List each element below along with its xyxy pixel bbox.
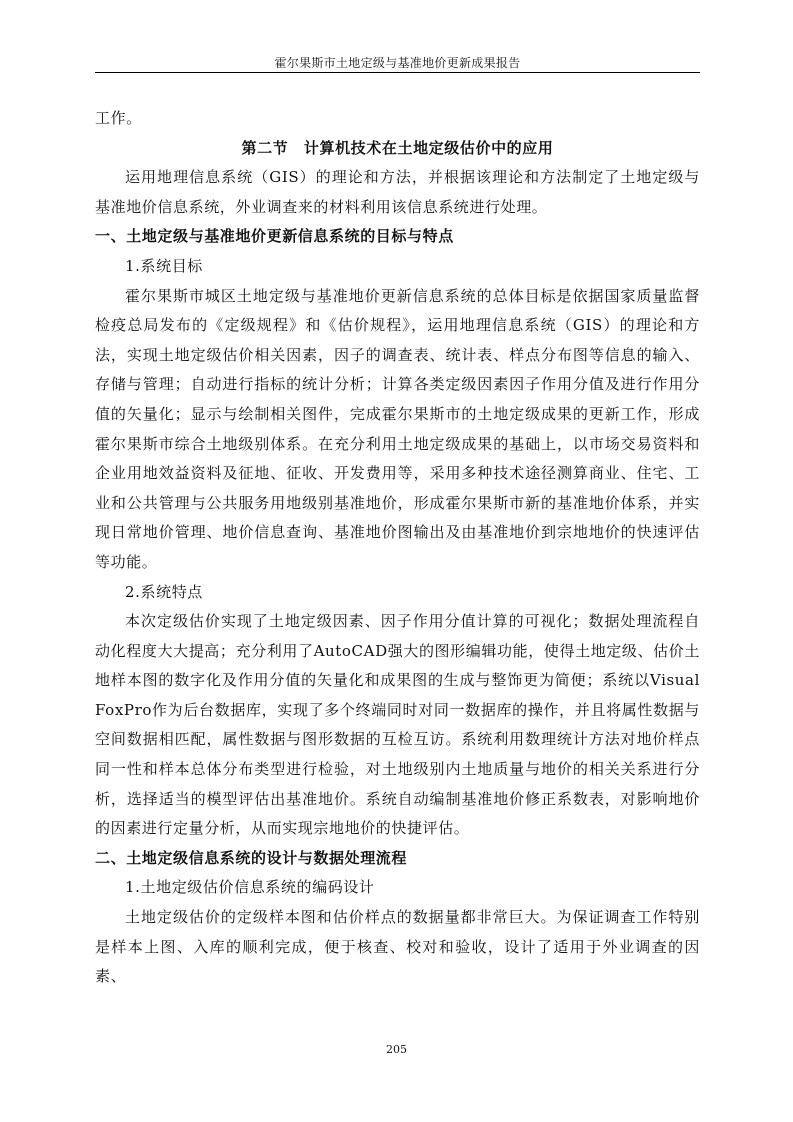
header-rule	[95, 72, 700, 73]
page-body	[95, 104, 700, 992]
running-header: 霍尔果斯市土地定级与基准地价更新成果报告	[274, 56, 521, 70]
heading-system-goals-features: 一、土地定级与基准地价更新信息系统的目标与特点	[95, 227, 454, 246]
paragraph-continuation: 工作。	[95, 109, 142, 127]
subheading-system-goals: 1.系统目标	[125, 256, 203, 275]
subheading-coding-design: 1.土地定级估价信息系统的编码设计	[125, 878, 375, 897]
paragraph-coding-design: 土地定级估价的定级样本图和估价样点的数据量都非常巨大。为保证调查工作特别是样本上图、入库的顺利完成，便于核查、校对和验收，设计了适用于外业调查的因素、	[95, 908, 700, 986]
page-number: 205	[386, 1043, 407, 1056]
section-title: 第二节 计算机技术在土地定级估价中的应用	[241, 138, 554, 157]
paragraph-system-goals: 霍尔果斯市城区土地定级与基准地价更新信息系统的总体目标是依据国家质量监督检疫总局发布的《定级规程》和《估价规程》，运用地理信息系统（GIS）的理论和方法，实现土地定级估价相关因素，因子的调查表、统计表、样点分布图等信息的输入、存储与管理；自动进行指标的统计分析；计算各类定级因素因子作用分值及进行作用分值的矢量化；显示与绘制相关图件，完成霍尔果斯市的土地定级成果的更新工作，形成霍尔果斯市综合土地级别体系。在充分利用土地定级成果的基础上，以市场交易资料和企业用地效益资料及征地、征收、开发费用等，采用多种技术途径测算商业、住宅、工业和公共管理与公共服务用地级别基准地价，形成霍尔果斯市新的基准地价体系，并实现日常地价管理、地价信息查询、基准地价图输出及由基准地价到宗地地价的快速评估等功能。	[95, 286, 700, 571]
paragraph-intro: 运用地理信息系统（GIS）的理论和方法，并根据该理论和方法制定了土地定级与基准地价信息系统，外业调查来的材料利用该信息系统进行处理。	[95, 168, 700, 216]
subheading-system-features: 2.系统特点	[125, 582, 203, 601]
paragraph-system-features: 本次定级估价实现了土地定级因素、因子作用分值计算的可视化；数据处理流程自动化程度大大提高；充分利用了AutoCAD强大的图形编辑功能，使得土地定级、估价土地样本图的数字化及作用分值的矢量化和成果图的生成与整饰更为简便；系统以Visual FoxPro作为后台数据库，实现了多个终端同时对同一数据库的操作，并且将属性数据与空间数据相匹配，属性数据与图形数据的互检互访。系统利用数理统计方法对地价样点同一性和样本总体分布类型进行检验，对土地级别内土地质量与地价的相关关系进行分析，选择适当的模型评估出基准地价。系统自动编制基准地价修正系数表，对影响地价的因素进行定量分析，从而实现宗地地价的快捷评估。	[95, 612, 700, 838]
heading-system-design: 二、土地定级信息系统的设计与数据处理流程	[95, 848, 408, 867]
